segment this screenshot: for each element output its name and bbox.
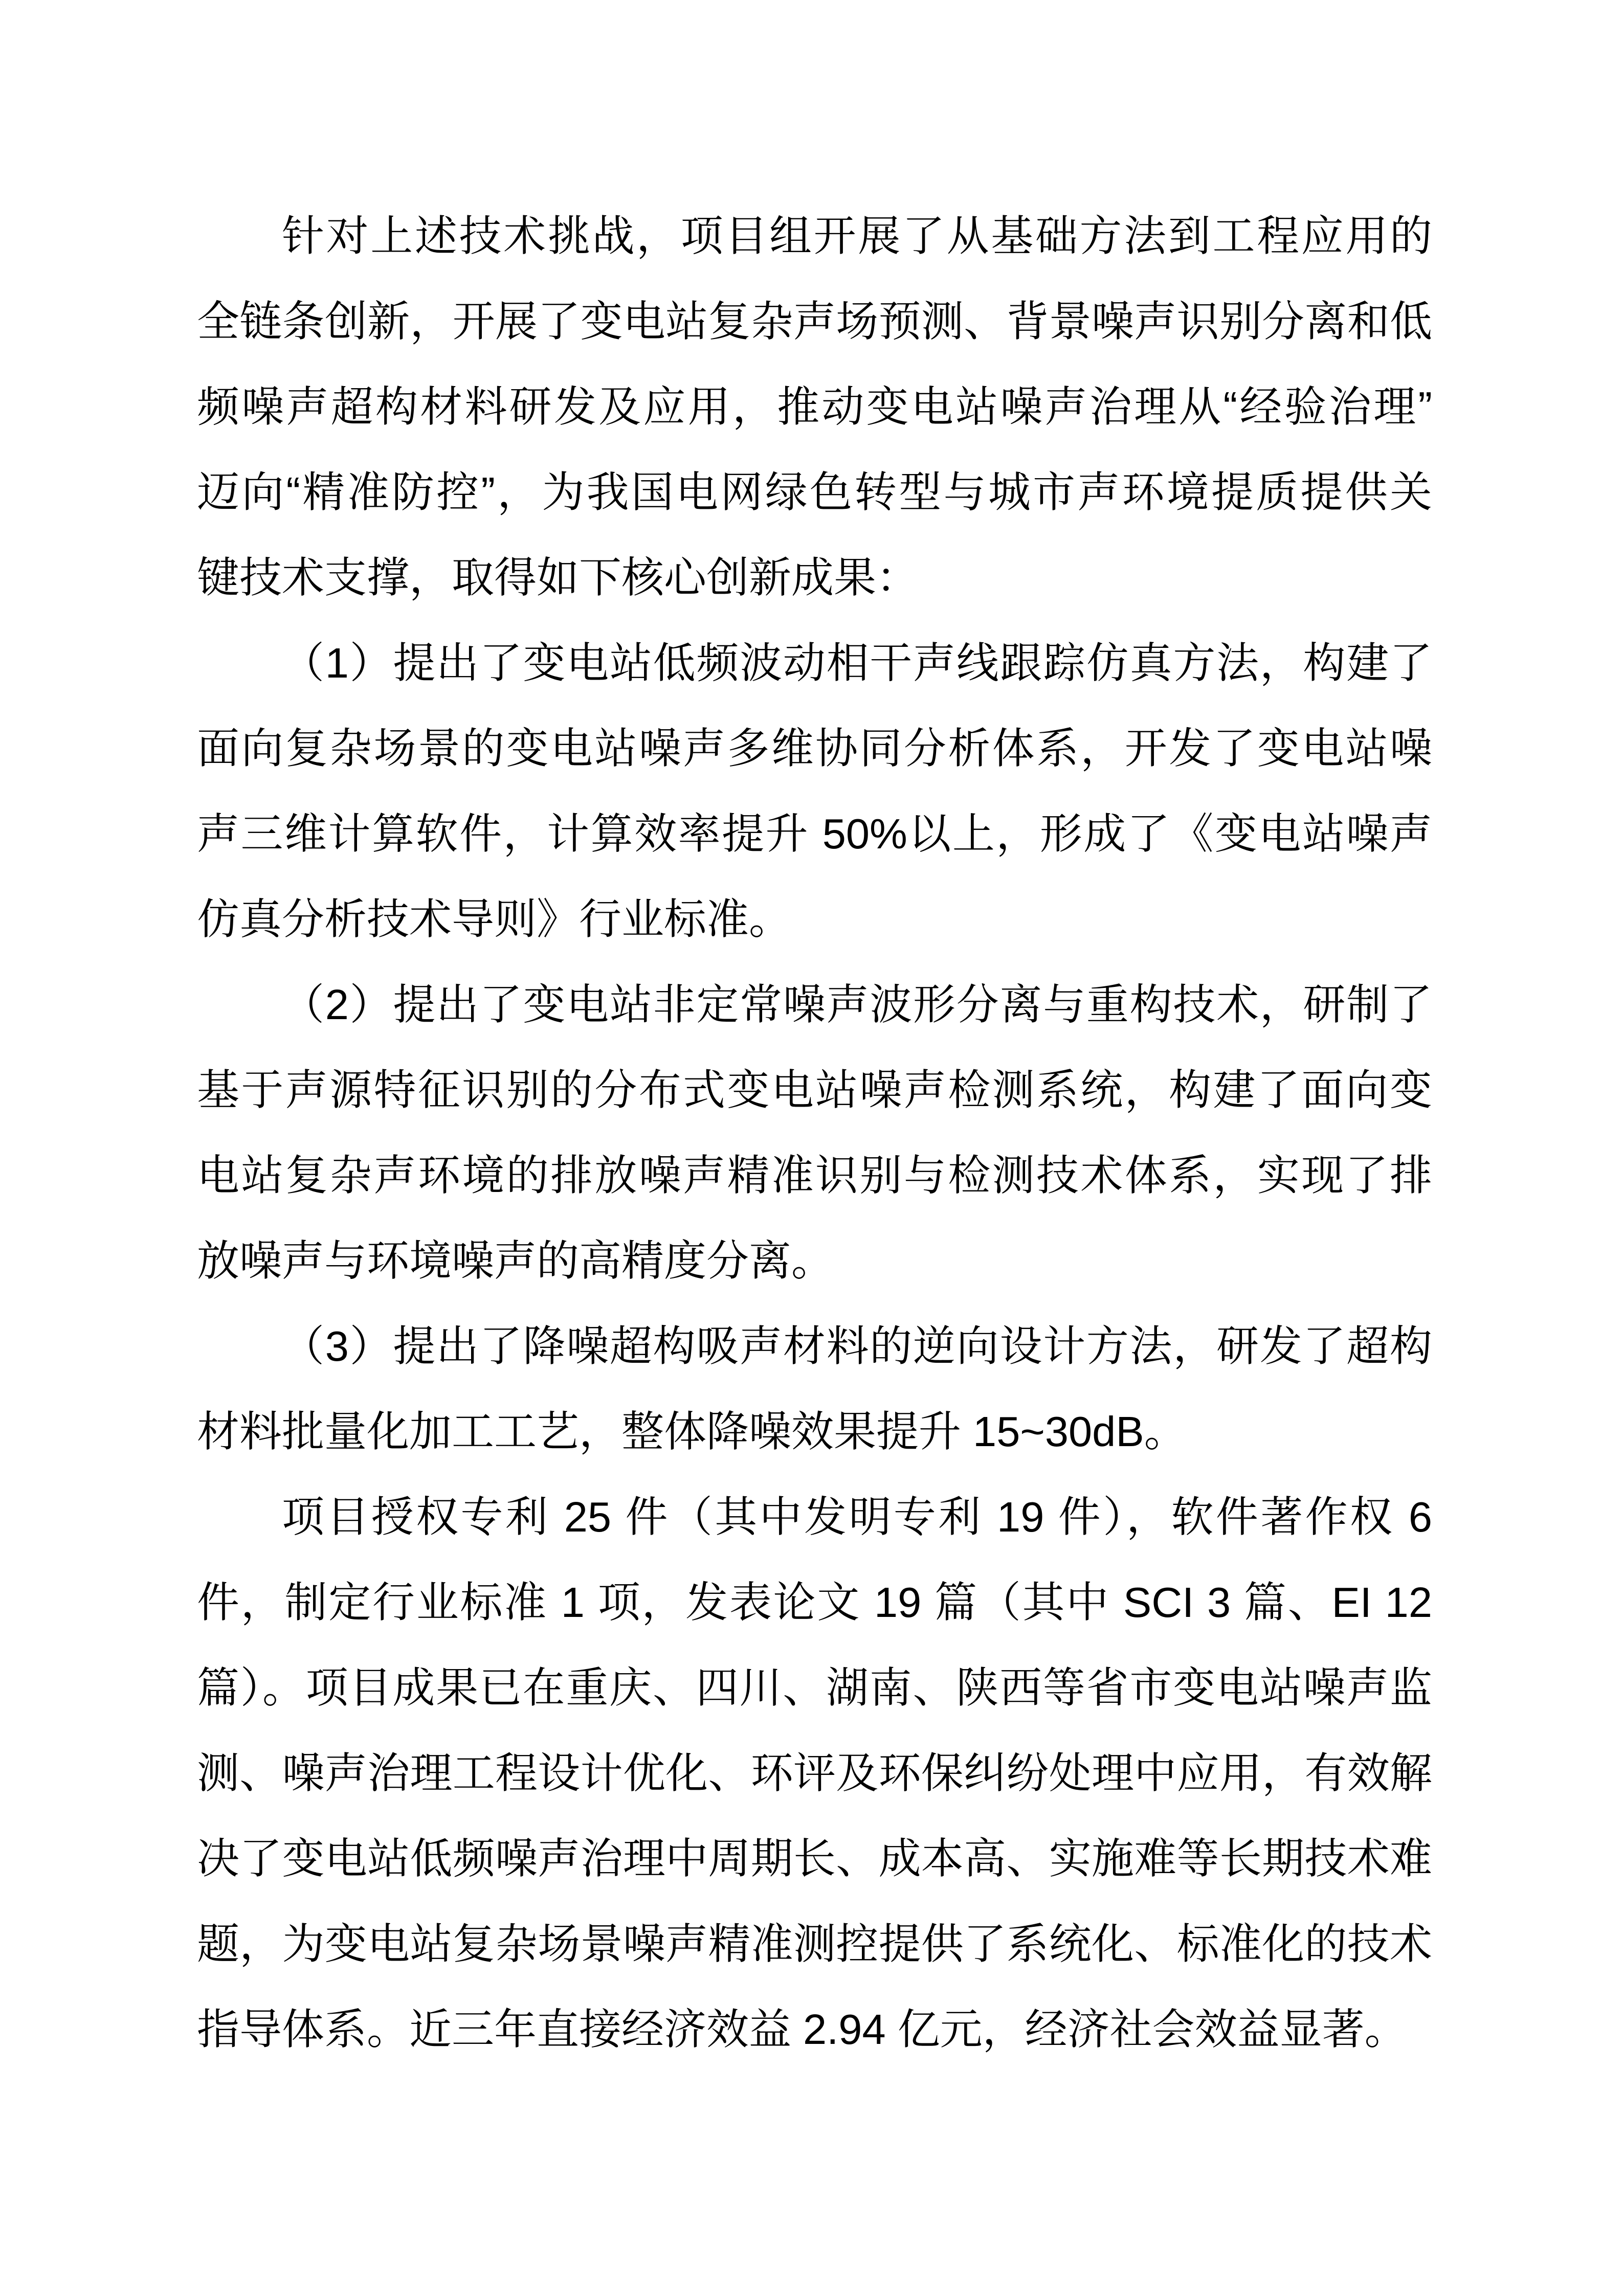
text-line: 全链条创新，开展了变电站复杂声场预测、背景噪声识别分离和低 — [197, 298, 1432, 345]
document-text — [197, 193, 1432, 2072]
paragraph-3 — [197, 962, 1432, 1303]
text-line: （1）提出了变电站低频波动相干声线跟踪仿真方法，构建了 — [282, 639, 1432, 687]
text-line: 键技术支撑，取得如下核心创新成果： — [197, 554, 919, 601]
paragraph-5 — [197, 1474, 1432, 2072]
paragraph-1 — [197, 193, 1432, 620]
text-line: 件，制定行业标准 1 项，发表论文 19 篇（其中 SCI 3 篇、EI 12 — [197, 1579, 1432, 1626]
text-line: 篇）。项目成果已在重庆、四川、湖南、陕西等省市变电站噪声监 — [197, 1664, 1432, 1712]
text-line: 针对上述技术挑战，项目组开展了从基础方法到工程应用的 — [282, 212, 1432, 260]
text-line: 迈向“精准防控”，为我国电网绿色转型与城市声环境提质提供关 — [197, 468, 1432, 516]
text-line: （2）提出了变电站非定常噪声波形分离与重构技术，研制了 — [282, 981, 1432, 1028]
text-line: 基于声源特征识别的分布式变电站噪声检测系统，构建了面向变 — [197, 1066, 1432, 1114]
text-line: （3）提出了降噪超构吸声材料的逆向设计方法，研发了超构 — [282, 1322, 1432, 1370]
text-line: 材料批量化加工工艺，整体降噪效果提升 15~30dB。 — [197, 1408, 1187, 1455]
text-line: 决了变电站低频噪声治理中周期长、成本高、实施难等长期技术难 — [197, 1835, 1432, 1882]
text-line: 放噪声与环境噪声的高精度分离。 — [197, 1237, 834, 1285]
text-line: 测、噪声治理工程设计优化、环评及环保纠纷处理中应用，有效解 — [197, 1749, 1432, 1797]
paragraph-4 — [197, 1303, 1432, 1474]
text-line: 题，为变电站复杂场景噪声精准测控提供了系统化、标准化的技术 — [197, 1920, 1432, 1968]
text-line: 指导体系。近三年直接经济效益 2.94 亿元，经济社会效益显著。 — [197, 2006, 1407, 2053]
text-line: 电站复杂声环境的排放噪声精准识别与检测技术体系，实现了排 — [197, 1152, 1432, 1199]
text-line: 项目授权专利 25 件（其中发明专利 19 件），软件著作权 6 — [282, 1493, 1432, 1541]
text-line: 频噪声超构材料研发及应用，推动变电站噪声治理从“经验治理” — [197, 383, 1432, 431]
text-line: 仿真分析技术导则》行业标准。 — [197, 895, 791, 943]
text-line: 面向复杂场景的变电站噪声多维协同分析体系，开发了变电站噪 — [197, 725, 1432, 772]
paragraph-2 — [197, 620, 1432, 962]
text-line: 声三维计算软件，计算效率提升 50%以上，形成了《变电站噪声 — [197, 810, 1432, 858]
